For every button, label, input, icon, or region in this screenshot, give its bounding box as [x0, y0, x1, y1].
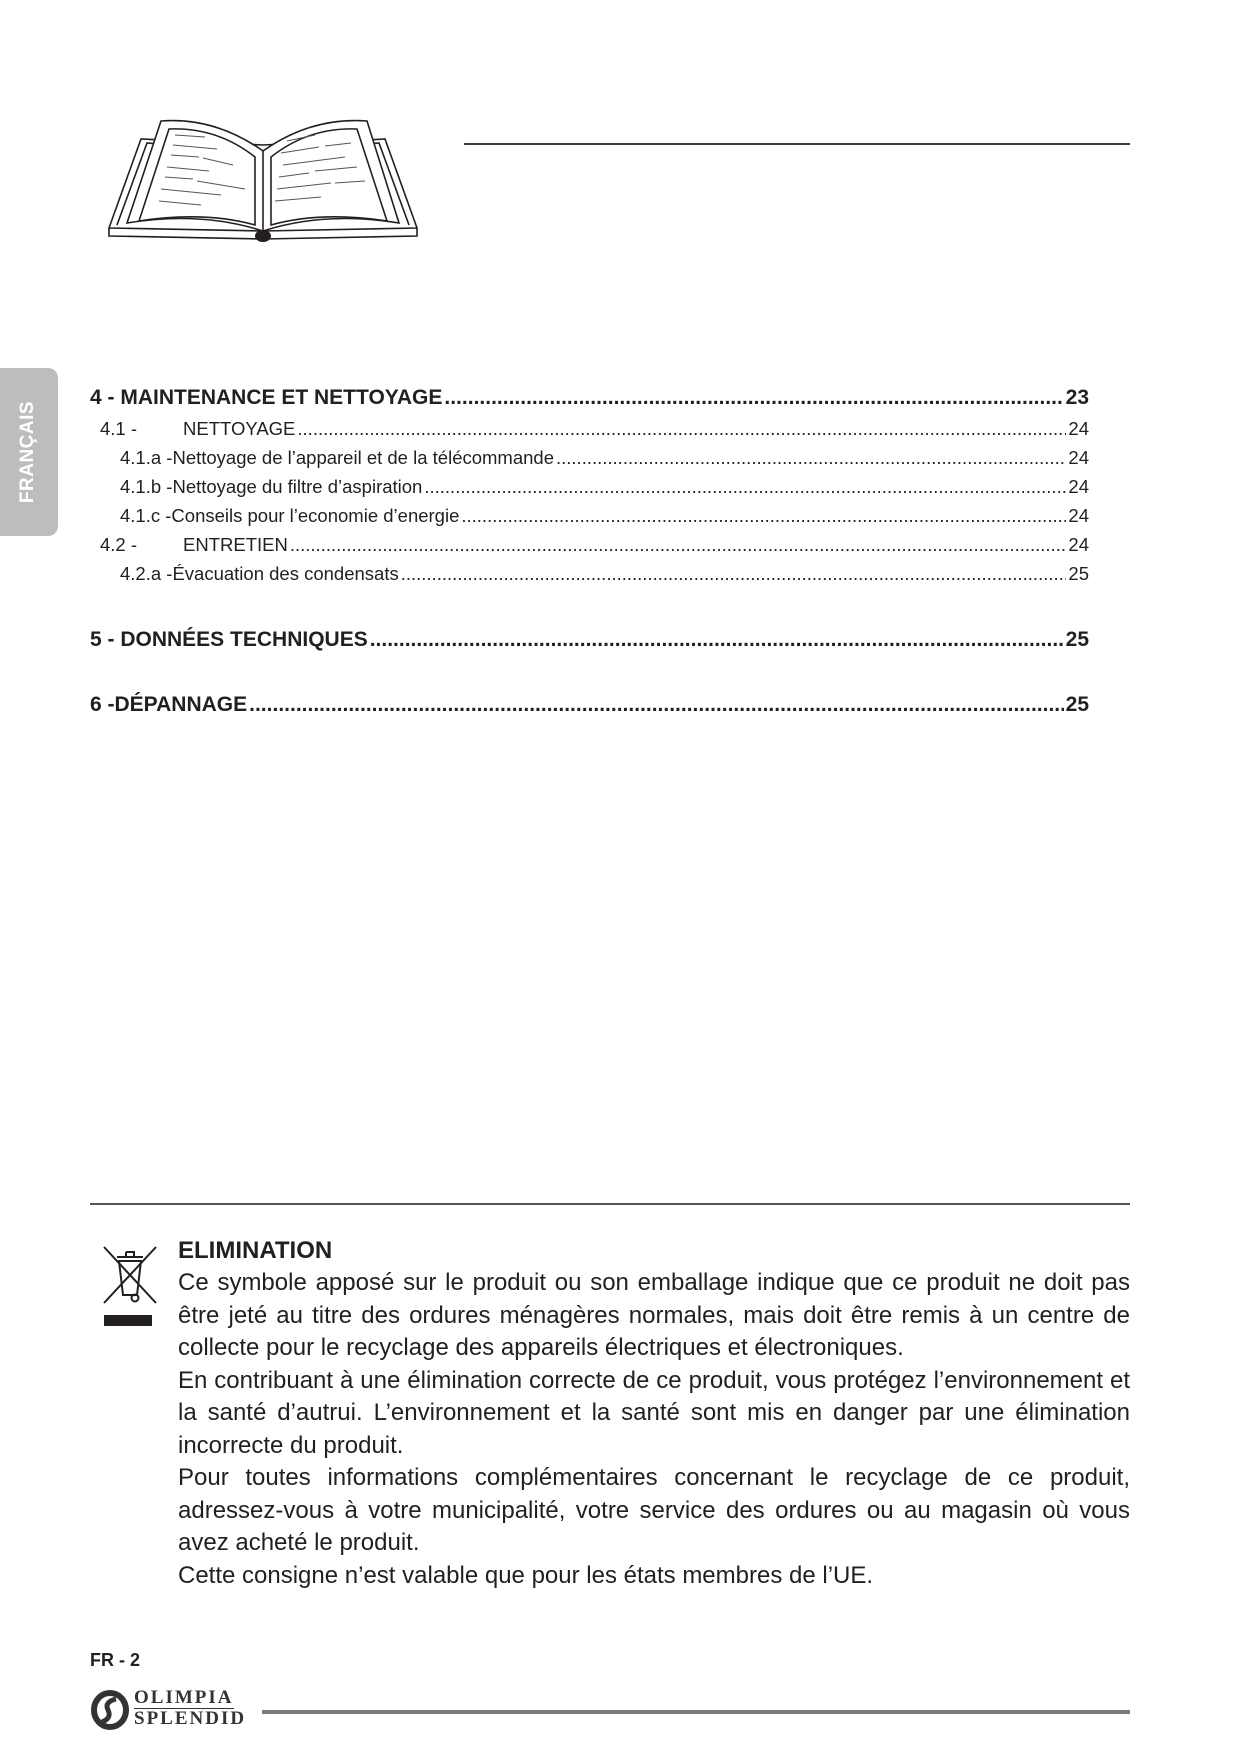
- toc-page-number: 24: [1068, 534, 1089, 555]
- toc-page-number: 24: [1068, 505, 1089, 526]
- toc-page-number: 25: [1065, 693, 1089, 716]
- header-rule: [464, 143, 1130, 145]
- brand-name: OLIMPIA SPLENDID: [134, 1687, 247, 1729]
- toc-subsection-4-1[interactable]: 4.1 - NETTOYAGE ..... 24: [100, 418, 1089, 440]
- toc-subsection-4-1-c[interactable]: 4.1.c - Conseils pour l’economie d’energie ..... 24: [120, 505, 1089, 527]
- toc-subsection-4-1-b[interactable]: 4.1.b - Nettoyage du filtre d’aspiration ..... 24: [120, 476, 1089, 498]
- toc-section-6[interactable]: 6 -DÉPANNAGE ..... 25: [90, 693, 1089, 717]
- olimpia-splendid-logo-icon: [90, 1690, 130, 1730]
- toc-subsection-4-1-a[interactable]: 4.1.a - Nettoyage de l’appareil et de la télécommande ..... 24: [120, 447, 1089, 469]
- toc-page-number: 23: [1065, 386, 1089, 409]
- elimination-title: ELIMINATION: [178, 1237, 333, 1264]
- open-book-icon: [105, 103, 425, 245]
- toc-section-5[interactable]: 5 - DONNÉES TECHNIQUES ..... 25: [90, 628, 1089, 652]
- toc-subsection-4-2-a[interactable]: 4.2.a - Évacuation des condensats ..... 25: [120, 563, 1089, 585]
- toc-page-number: 25: [1065, 628, 1089, 651]
- page-number: FR - 2: [90, 1650, 141, 1670]
- elimination-paragraph: Cette consigne n’est valable que pour les états membres de l’UE.: [178, 1561, 874, 1589]
- elimination-paragraph: En contribuant à une élimination correcte de ce produit, vous protégez l’environnement et la santé d’autrui. L’environnement et la santé sont mis en danger par une élimination incorrecte du produit.: [178, 1366, 1130, 1459]
- section-divider: [90, 1203, 1130, 1205]
- footer-rule: [262, 1710, 1130, 1714]
- toc-section-4[interactable]: 4 - MAINTENANCE ET NETTOYAGE ..... 23: [90, 386, 1089, 410]
- elimination-paragraph: Pour toutes informations complémentaires concernant le recyclage de ce produit, adressez-vous à votre municipalité, votre service des ordures ou au magasin où vous avez acheté le produit.: [178, 1464, 1130, 1556]
- language-side-tab: [0, 368, 58, 536]
- elimination-notice: [178, 1235, 1130, 1592]
- toc-subsection-4-2[interactable]: 4.2 - ENTRETIEN ..... 24: [100, 534, 1089, 556]
- toc-page-number: 24: [1068, 476, 1089, 497]
- toc-page-number: 24: [1068, 418, 1089, 439]
- language-tab-label: FRANÇAIS: [17, 400, 38, 504]
- crossed-out-bin-icon: [100, 1243, 160, 1333]
- elimination-paragraph: Ce symbole apposé sur le produit ou son emballage indique que ce produit ne doit pas être jeté au titre des ordures ménagères normales, mais doit être remis à un centre de collecte pour le recyclage des appareils électriques et électroniques.: [178, 1269, 1130, 1361]
- toc-page-number: 24: [1068, 447, 1089, 468]
- toc-page-number: 25: [1068, 563, 1089, 584]
